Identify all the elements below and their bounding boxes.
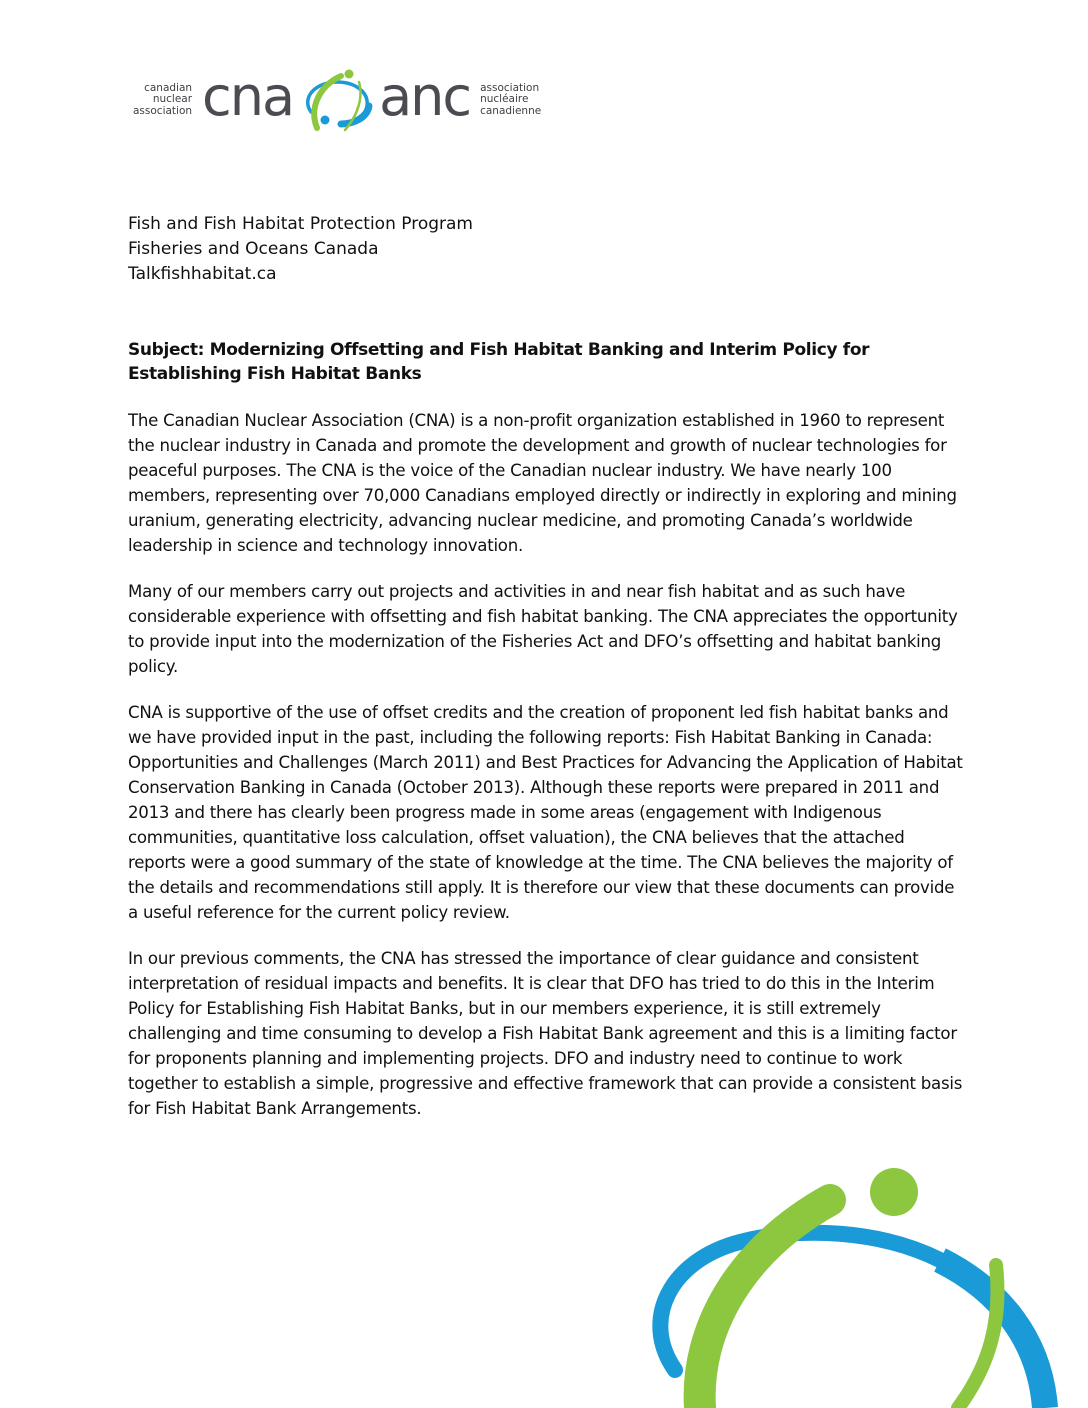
logo-french-line: canadienne <box>480 104 542 117</box>
logo-blue-dot <box>321 116 330 125</box>
corner-green-dot <box>870 1168 918 1216</box>
logo-french-line: nucléaire <box>480 93 529 106</box>
logo-anc-wordmark: anc <box>379 65 471 128</box>
letter-body <box>128 408 964 1142</box>
subject-line: Subject: Modernizing Offsetting and Fish Habitat Banking and Interim Policy for Establishing Fish Habitat Banks <box>128 340 870 384</box>
logo-french-name <box>480 83 541 118</box>
logo-green-dot <box>345 70 354 79</box>
paragraph-prior-reports: CNA is supportive of the use of offset credits and the creation of proponent led fish habitat banks and we have provided input in the past, including the following reports: Fish Habitat Banking in Canada: Opportunities and Challenges (March 2011) and Best Practices for Advancing the Application of Habitat Conservation Banking in Canada (October 2013). Although these reports were prepared in 2011 and 2013 and there has clearly been progress made in some areas (engagement with Indigenous communities, quantitative loss calculation, offset valuation), the CNA believes that the attached reports were a good summary of the state of knowledge at the time. The CNA believes the majority of the details and recommendations still apply. It is therefore our view that these documents can provide a useful reference for the current policy review. <box>128 703 963 922</box>
atom-swirl-icon <box>297 68 375 132</box>
logo-french-line: association <box>480 81 540 94</box>
logo-english-name <box>133 83 192 118</box>
paragraph-guidance-framework: In our previous comments, the CNA has stressed the importance of clear guidance and consistent interpretation of residual impacts and benefits. It is clear that DFO has tried to do this in the Interim Policy for Establishing Fish Habitat Banks, but in our members experience, it is still extremely challenging and time consuming to develop a Fish Habitat Bank agreement and this is a limiting factor for proponents planning and implementing projects. DFO and industry need to continue to work together to establish a simple, progressive and effective framework that can provide a consistent basis for Fish Habitat Bank Arrangements. <box>128 949 963 1118</box>
address-line-program: Fish and Fish Habitat Protection Program <box>128 214 473 234</box>
paragraph-member-experience: Many of our members carry out projects and activities in and near fish habitat and as such have considerable experience with offsetting and fish habitat banking. The CNA appreciates the opportunity to provide input into the modernization of the Fisheries Act and DFO’s offsetting and habitat banking policy. <box>128 582 958 676</box>
logo-english-line: nuclear <box>152 93 193 106</box>
logo-english-line: association <box>133 104 193 117</box>
paragraph-about-cna: The Canadian Nuclear Association (CNA) is a non-profit organization established in 1960 to represent the nuclear industry in Canada and promote the development and growth of nuclear technologies for peaceful purposes. The CNA is the voice of the Canadian nuclear industry. We have nearly 100 members, representing over 70,000 Canadians employed directly or indirectly in exploring and mining uranium, generating electricity, advancing nuclear medicine, and promoting Canada’s worldwide leadership in science and technology innovation. <box>128 411 957 555</box>
corner-swirl-decoration <box>640 1150 1088 1408</box>
recipient-address <box>128 212 473 287</box>
logo-english-line: canadian <box>144 81 193 94</box>
address-line-department: Fisheries and Oceans Canada <box>128 239 379 259</box>
logo-cna-wordmark: cna <box>202 65 294 128</box>
address-line-website: Talkfishhabitat.ca <box>128 264 277 284</box>
cna-anc-logo <box>133 65 542 130</box>
